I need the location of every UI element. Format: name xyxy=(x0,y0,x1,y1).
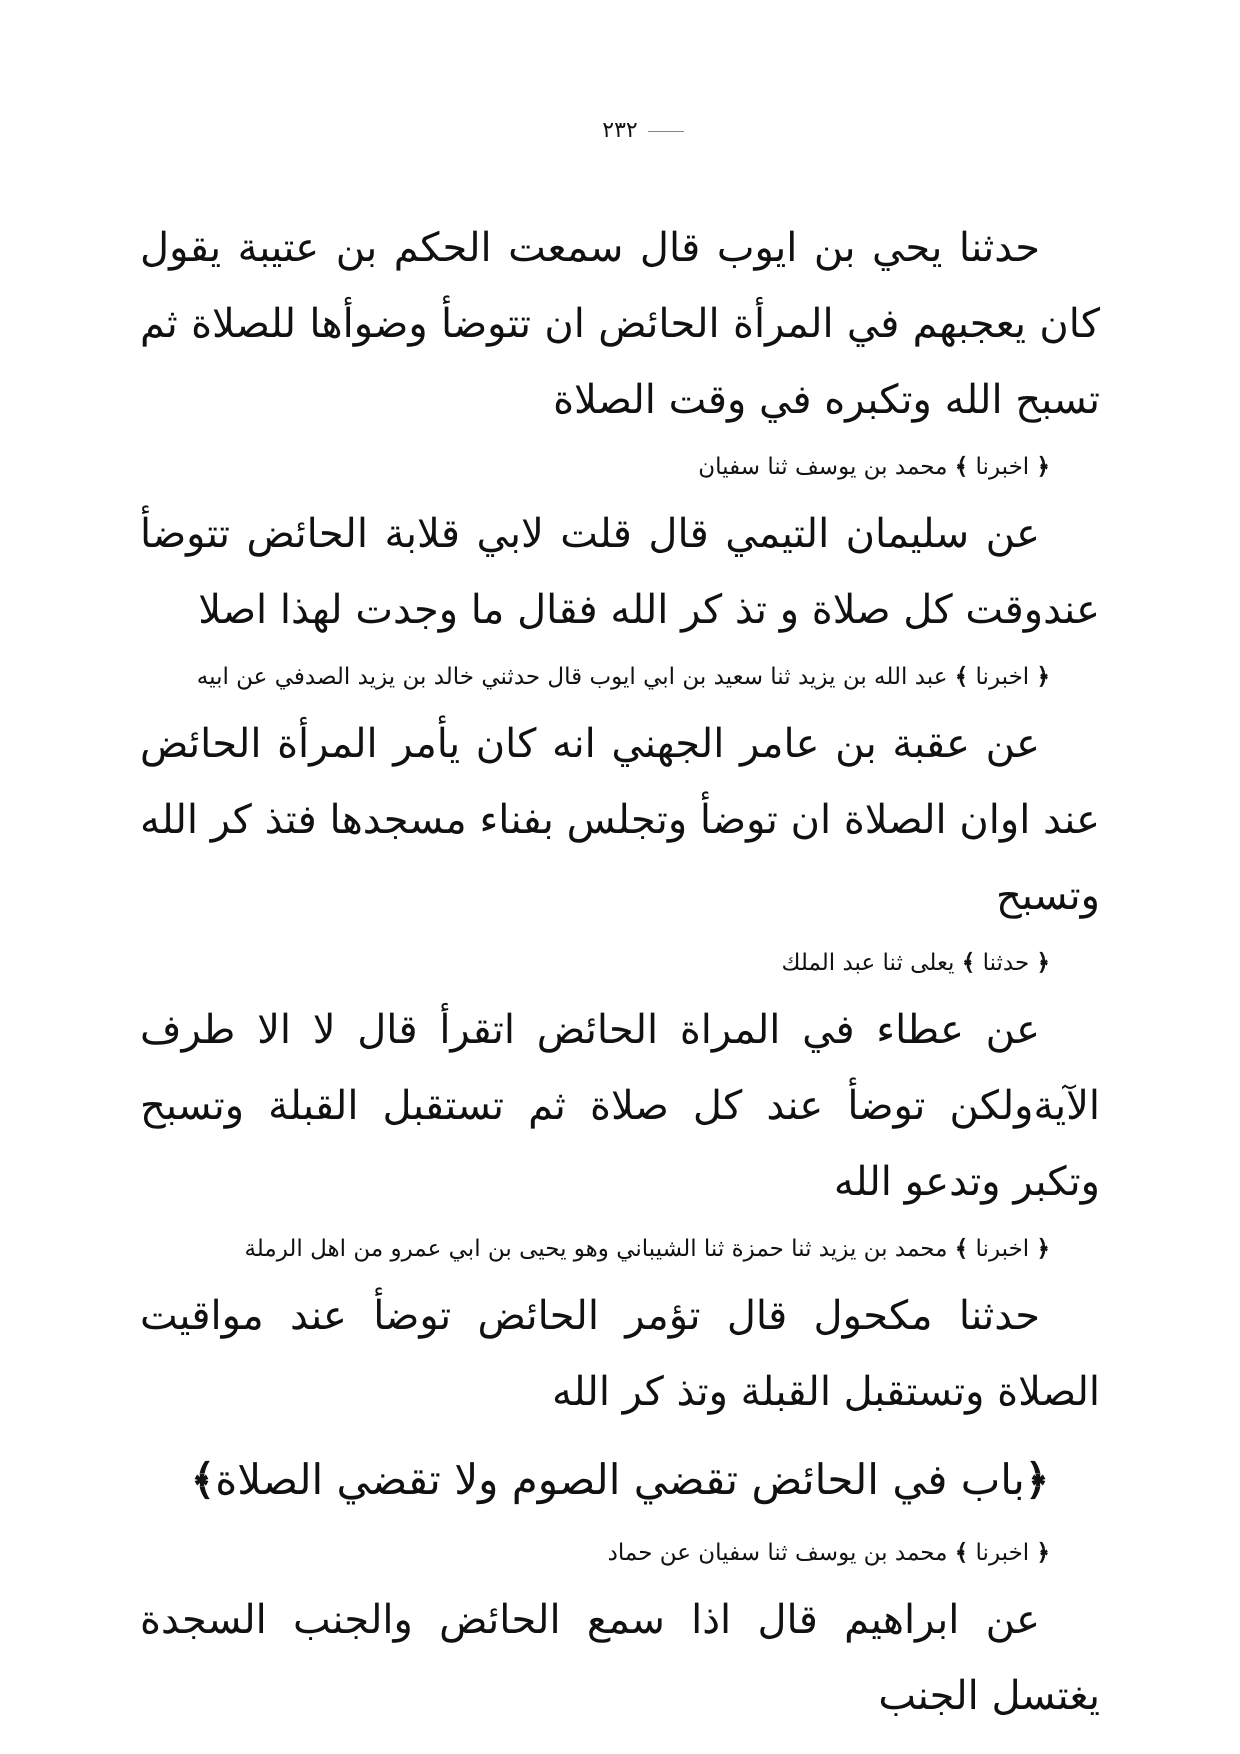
hadith-text-3: عن عقبة بن عامر الجهني انه كان يأمر المرأة الحائض عند اوان الصلاة ان توضأ وتجلس بفناء مسجدها فتذ كر الله وتسبح xyxy=(140,721,1100,919)
close-bracket-icon: ﴾ xyxy=(954,1235,969,1262)
open-bracket-icon: ﴿ xyxy=(1036,949,1050,976)
open-bracket-icon: ﴿ xyxy=(1024,1455,1050,1504)
close-bracket-icon: ﴾ xyxy=(954,663,969,690)
isnad-text: عبد الله بن يزيد ثنا سعيد بن ابي ايوب قال حدثني خالد بن يزيد الصدفي عن ابيه xyxy=(196,664,948,690)
hadith-text-6: عن ابراهيم قال اذا سمع الحائض والجنب السجدة يغتسل الجنب xyxy=(140,1597,1100,1719)
close-bracket-icon: ﴾ xyxy=(961,949,976,976)
page-header xyxy=(140,118,1100,158)
chapter-title: باب في الحائض تقضي الصوم ولا تقضي الصلاة xyxy=(215,1455,1025,1504)
hadith-text-5: حدثنا مكحول قال تؤمر الحائض توضأ عند مواقيت الصلاة وتستقبل القبلة وتذ كر الله xyxy=(140,1293,1100,1415)
hadith-text-2: عن سليمان التيمي قال قلت لابي قلابة الحائض تتوضأ عندوقت كل صلاة و تذ كر الله فقال ما وجدت لهذا اصلا xyxy=(140,511,1100,633)
hadith-text-1: حدثنا يحي بن ايوب قال سمعت الحكم بن عتيبة يقول كان يعجبهم في المرأة الحائض ان تتوضأ وضوأها للصلاة ثم تسبح الله وتكبره في وقت الصلاة xyxy=(140,225,1100,423)
isnad-text: محمد بن يوسف ثنا سفيان xyxy=(698,454,948,480)
open-bracket-icon: ﴿ xyxy=(1036,1539,1050,1566)
isnad-lead: حدثنا xyxy=(982,950,1030,976)
close-bracket-icon: ﴾ xyxy=(190,1455,216,1504)
close-bracket-icon: ﴾ xyxy=(954,453,969,480)
isnad-text: محمد بن يوسف ثنا سفيان عن حماد xyxy=(607,1540,948,1566)
page-number: ٢٣٢ xyxy=(602,118,638,143)
isnad-lead: اخبرنا xyxy=(975,1236,1030,1262)
isnad-line-4 xyxy=(140,1226,1100,1272)
isnad-line-2 xyxy=(140,654,1100,700)
isnad-line-1 xyxy=(140,444,1100,490)
isnad-lead: اخبرنا xyxy=(975,454,1030,480)
isnad-text: يعلى ثنا عبد الملك xyxy=(781,950,955,976)
isnad-lead: اخبرنا xyxy=(975,1540,1030,1566)
open-bracket-icon: ﴿ xyxy=(1036,1235,1050,1262)
isnad-text: محمد بن يزيد ثنا حمزة ثنا الشيباني وهو يحيى بن ابي عمرو من اهل الرملة xyxy=(244,1236,948,1262)
hadith-text-4: عن عطاء في المراة الحائض اتقرأ قال لا الا طرف الآيةولكن توضأ عند كل صلاة ثم تستقبل القبلة وتسبح وتكبر وتدعو الله xyxy=(140,1007,1100,1205)
chapter-heading xyxy=(140,1438,1100,1522)
isnad-line-5 xyxy=(140,1530,1100,1576)
isnad-lead: اخبرنا xyxy=(975,664,1030,690)
open-bracket-icon: ﴿ xyxy=(1036,453,1050,480)
open-bracket-icon: ﴿ xyxy=(1036,663,1050,690)
close-bracket-icon: ﴾ xyxy=(954,1539,969,1566)
isnad-line-3 xyxy=(140,940,1100,986)
